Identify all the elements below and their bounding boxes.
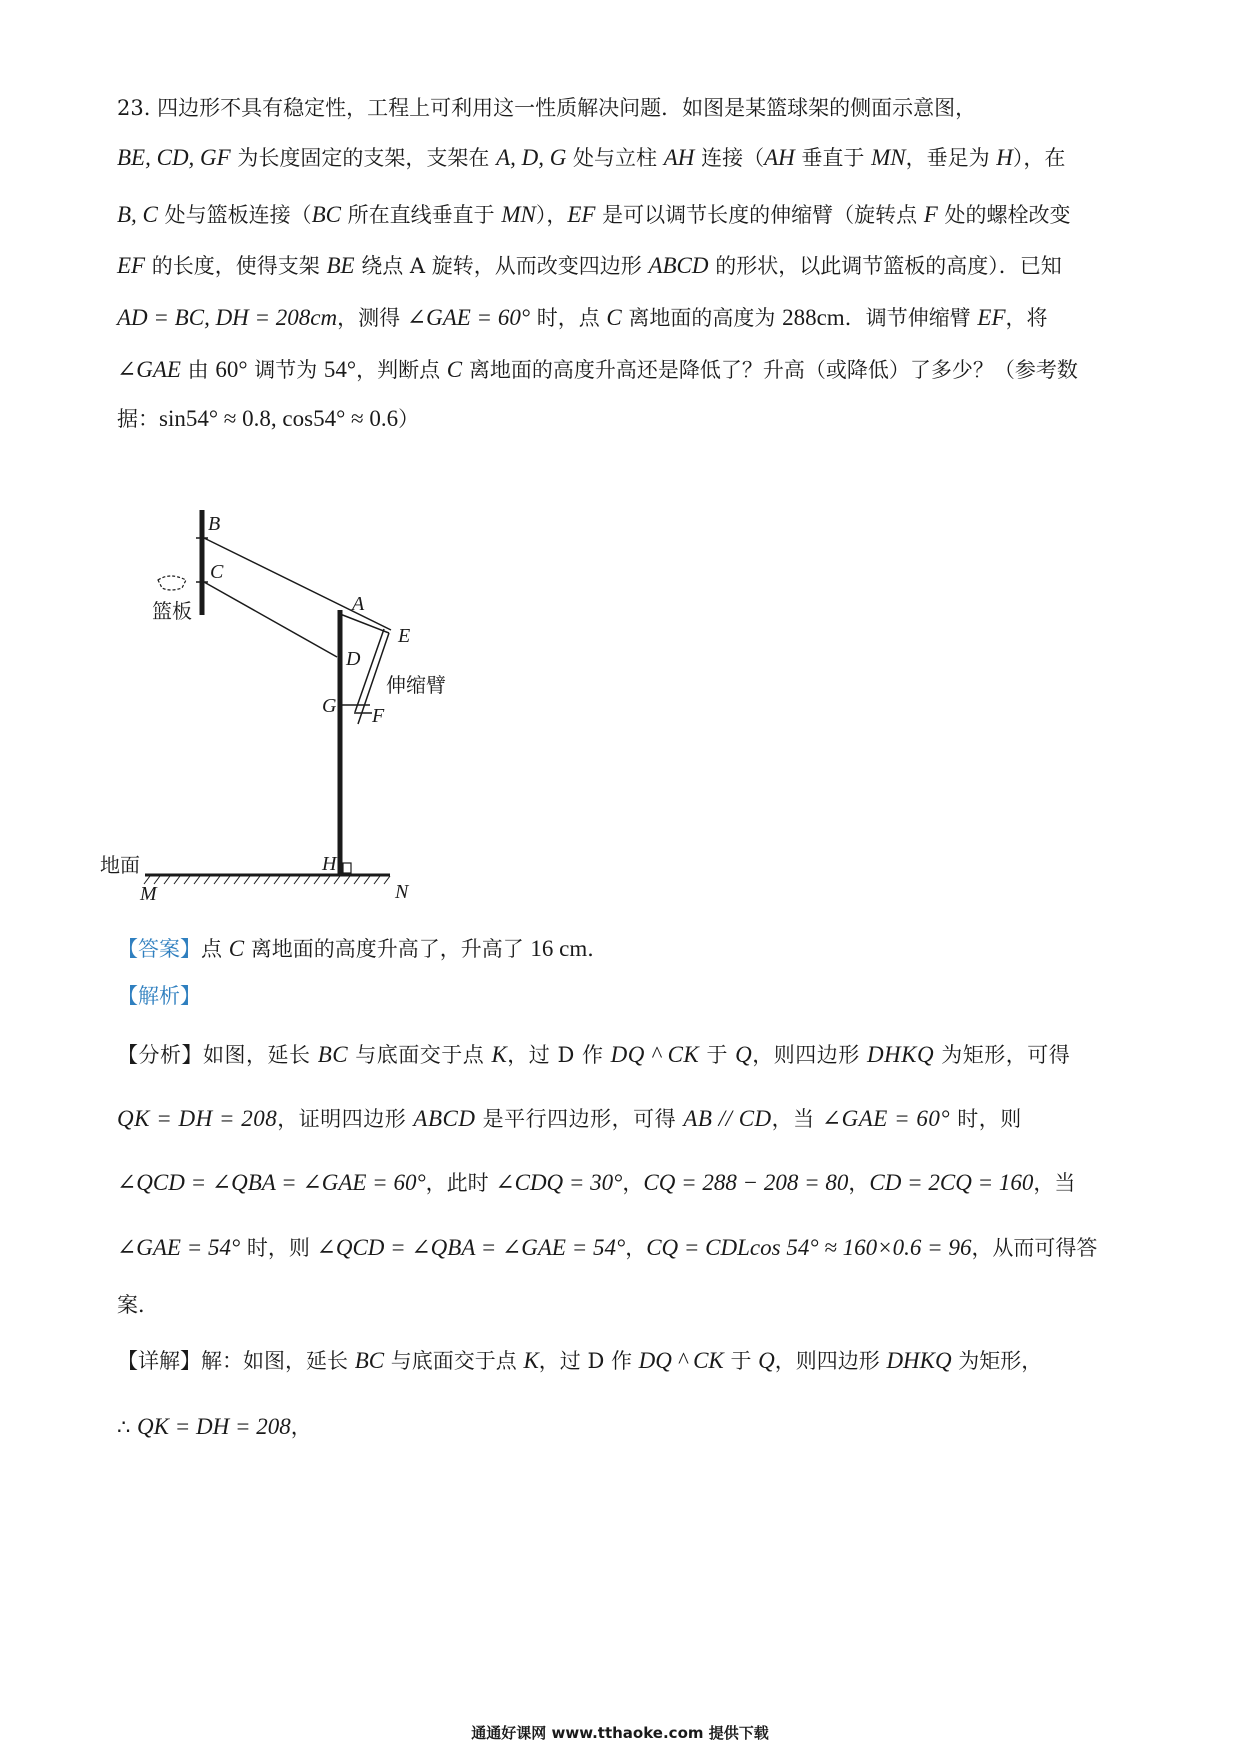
analysis-heading [117, 981, 1127, 1011]
fenxi-line-2: QK = DH = 208，证明四边形 ABCD 是平行四边形，可得 AB // CD，当 ∠GAE = 60° 时，则 [117, 1106, 1022, 1131]
label-e: E [398, 625, 411, 647]
page-footer: 通通好课网 www.tthaoke.com 提供下载 [471, 1724, 769, 1742]
support-be [204, 538, 391, 630]
fenxi-line-5: 案． [117, 1293, 159, 1317]
ground-hatching [144, 876, 390, 884]
label-m: M [140, 883, 157, 905]
answer-line: 【答案】点 C 离地面的高度升高了，升高了 16 cm． [117, 936, 609, 961]
detail-line-1: 【详解】解：如图，延长 BC 与底面交于点 K，过 D 作 DQ ^ CK 于 Q，则四边形 DHKQ 为矩形， [117, 1348, 1043, 1373]
hoop-shape [158, 576, 186, 590]
question-line-5: AD = BC, DH = 208cm，测得 ∠GAE = 60° 时，点 C 离地面的高度为 288cm．调节伸缩臂 EF，将 [117, 305, 1048, 330]
question-line-4: EF 的长度，使得支架 BE 绕点 A 旋转，从而改变四边形 ABCD 的形状，以此调节篮板的高度）．已知 [117, 253, 1062, 278]
label-c: C [210, 561, 224, 583]
telescopic-arm-inner [355, 629, 384, 712]
label-g: G [322, 695, 337, 717]
label-ground: 地面 [100, 853, 140, 877]
answer-tag: 【答案】 [117, 937, 201, 961]
question-line-2: BE, CD, GF 为长度固定的支架，支架在 A, D, G 处与立柱 AH 连接（AH 垂直于 MN，垂足为 H），在 [117, 145, 1066, 170]
question-line-6: ∠GAE 由 60° 调节为 54°，判断点 C 离地面的高度升高还是降低了？升高（或降低）了多少？（参考数 [117, 357, 1078, 382]
fenxi-line-1: 【分析】如图，延长 BC 与底面交于点 K，过 D 作 DQ ^ CK 于 Q，则四边形 DHKQ 为矩形，可得 [117, 1042, 1071, 1067]
question-text: 23. 四边形不具有稳定性，工程上可利用这一性质解决问题．如图是某篮球架的侧面示意图， [117, 96, 977, 120]
label-b: B [208, 513, 221, 535]
label-f: F [372, 705, 385, 727]
question-line-7: 据：sin54° ≈ 0.8, cos54° ≈ 0.6） [117, 406, 420, 431]
right-angle-mark [343, 863, 351, 873]
label-backboard: 篮板 [152, 599, 192, 623]
fenxi-line-4: ∠GAE = 54° 时，则 ∠QCD = ∠QBA = ∠GAE = 54°，CQ = CDLcos 54° ≈ 160×0.6 = 96，从而可得答 [117, 1235, 1098, 1260]
fenxi-line-3: ∠QCD = ∠QBA = ∠GAE = 60°，此时 ∠CDQ = 30°，CQ = 288 − 208 = 80，CD = 2CQ = 160，当 [117, 1170, 1076, 1195]
label-d: D [346, 648, 361, 670]
label-h: H [322, 853, 337, 875]
question-line-3: B, C 处与篮板连接（BC 所在直线垂直于 MN），EF 是可以调节长度的伸缩臂（旋转点 F 处的螺栓改变 [117, 202, 1071, 227]
basketball-stand-figure [100, 500, 480, 920]
label-a: A [352, 593, 365, 615]
analysis-tag: 【解析】 [117, 984, 201, 1008]
label-n: N [395, 881, 409, 903]
detail-line-2: ∴ QK = DH = 208， [117, 1414, 312, 1439]
label-arm: 伸缩臂 [386, 673, 446, 697]
question-line-1 [117, 93, 1127, 123]
